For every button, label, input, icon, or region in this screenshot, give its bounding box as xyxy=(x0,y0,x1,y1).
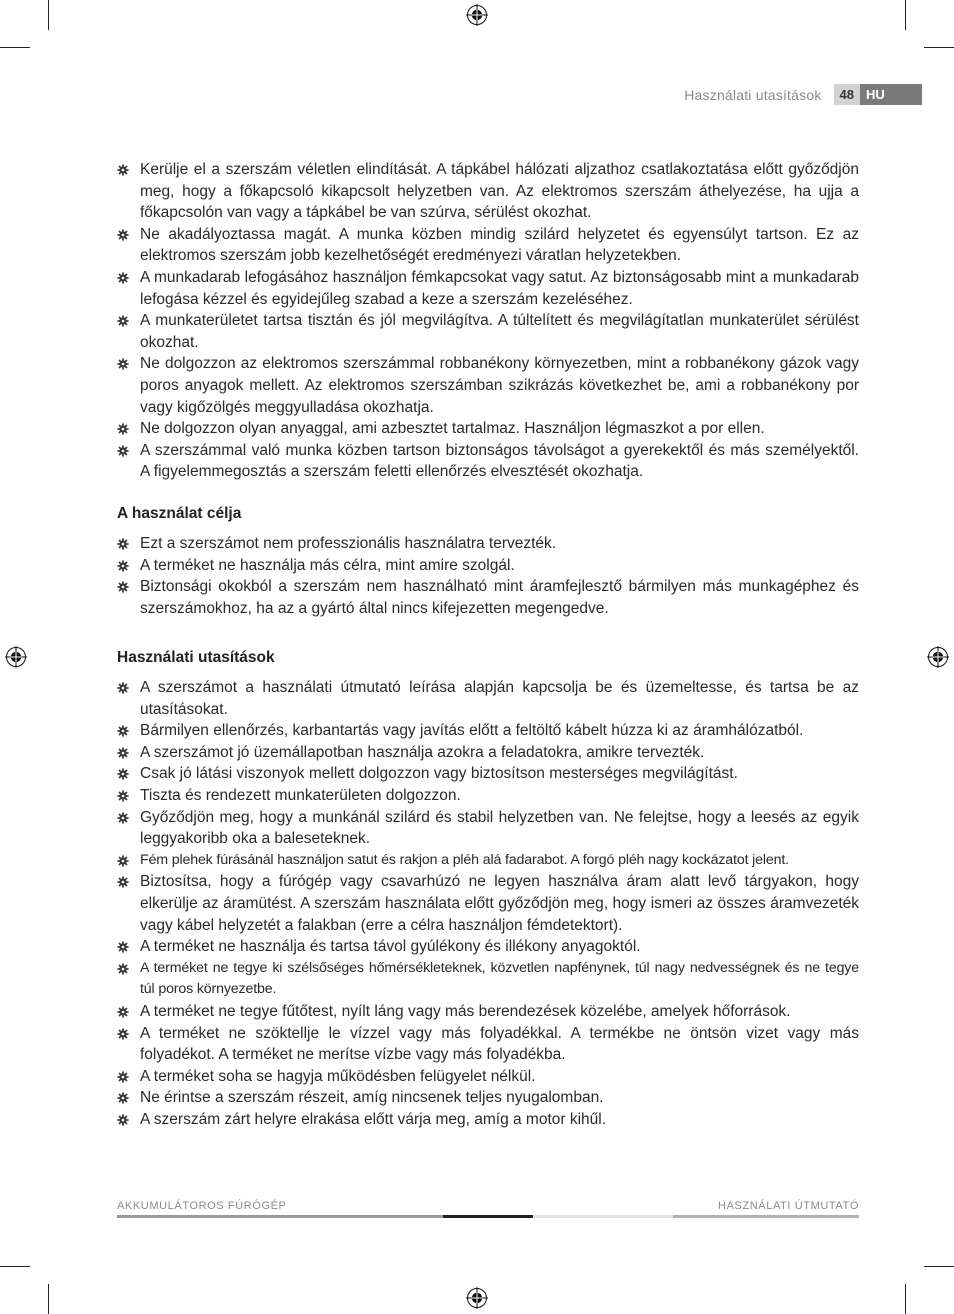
list-item xyxy=(117,677,859,720)
safety-section xyxy=(117,159,859,483)
purpose-heading: A használat célja xyxy=(117,505,242,522)
list-item-text: A terméket ne szöktellje le vízzel vagy más folyadékkal. A termékbe ne öntsön vizet vagy más folyadékot. A terméket ne merítse vízbe vagy más folyadékba. xyxy=(140,1024,859,1064)
list-item xyxy=(117,310,859,353)
list-item-text: Ne érintse a szerszám részeit, amíg nincsenek teljes nyugalomban. xyxy=(140,1089,604,1107)
list-item-text: A szerszámot a használati útmutató leírása alapján kapcsolja be és üzemeltesse, és tartsa be az utasításokat. xyxy=(140,679,859,718)
instructions-list xyxy=(117,677,859,1130)
list-item-text: Bármilyen ellenőrzés, karbantartás vagy javítás előtt a feltöltő kábelt húzza ki az áramhálózatból. xyxy=(140,722,804,740)
footer-rule xyxy=(117,1215,443,1218)
gear-bullet-icon xyxy=(117,941,129,953)
gear-bullet-icon xyxy=(117,1028,129,1040)
list-item xyxy=(117,353,859,418)
footer-rule xyxy=(533,1215,673,1218)
list-item xyxy=(117,1087,859,1109)
crop-mark xyxy=(924,47,954,48)
purpose-section xyxy=(117,505,859,619)
crop-mark xyxy=(905,1284,906,1314)
gear-bullet-icon xyxy=(117,560,129,572)
list-item-text: Ne dolgozzon az elektromos szerszámmal robbanékony környezetben, mint a robbanékony gázok vagy poros anyagok mellett. Az elektromos szerszámban szikrázás következhet be, ami a robbanékony por vagy kigőzölgés meggyulladása okozhatja. xyxy=(140,355,859,416)
crop-mark xyxy=(924,1266,954,1267)
list-item-text: Fém plehek fúrásánál használjon satut és rakjon a pléh alá fadarabot. A forgó pléh nagy kockázatot jelent. xyxy=(140,851,789,868)
list-item-text: A terméket ne tegye fűtőtest, nyílt láng vagy más berendezések közelébe, amelyek hőforrások. xyxy=(140,1002,791,1020)
list-item-text: Ne akadályoztassa magát. A munka közben mindig szilárd helyzetet és egyensúlyt tartson. Ez az elektromos szerszám jobb kezelhetőségét eredményezi váratlan helyzetekben. xyxy=(140,225,859,265)
list-item-text: A szerszámmal való munka közben tartson biztonságos távolságot a gyerekektől és más személyektől. A figyelemmegosztás a szerszám feletti ellenőrzés elvesztését okozhatja. xyxy=(140,441,859,481)
list-item xyxy=(117,785,859,807)
gear-bullet-icon xyxy=(117,1114,129,1126)
list-item-text: A terméket ne használja és tartsa távol gyúlékony és illékony anyagoktól. xyxy=(140,938,641,956)
list-item xyxy=(117,418,859,440)
list-item xyxy=(117,742,859,764)
header-section-title: Használati utasítások xyxy=(684,86,822,103)
purpose-list xyxy=(117,533,859,619)
page-header xyxy=(684,84,922,105)
list-item xyxy=(117,267,859,310)
list-item xyxy=(117,1001,859,1023)
list-item-text: Biztosítsa, hogy a fúrógép vagy csavarhúzó ne legyen használva áram alatt levő tárgyakon, hogy elkerülje az áramütést. A szerszám használata előtt győződjön meg, hogy ismeri az összes áramvezeték vagy kábel helyzetét a falakban (erre a célra használjon fémdetektort). xyxy=(140,873,859,934)
registration-mark-icon xyxy=(466,4,488,26)
list-item xyxy=(117,224,859,267)
list-item-text: A munkadarab lefogásához használjon fémkapcsokat vagy satut. Az biztonságosabb mint a munkadarab lefogása kézzel és egyidejűleg szabad a keze a szerszám kezeléséhez. xyxy=(140,268,859,308)
gear-bullet-icon xyxy=(117,164,129,176)
list-item xyxy=(117,763,859,785)
gear-bullet-icon xyxy=(117,768,129,780)
gear-bullet-icon xyxy=(117,229,129,241)
crop-mark xyxy=(48,1284,49,1314)
gear-bullet-icon xyxy=(117,855,129,867)
list-item xyxy=(117,576,859,619)
crop-mark xyxy=(905,0,906,30)
list-item xyxy=(117,807,859,850)
crop-mark xyxy=(0,1266,30,1267)
list-item-text: A terméket ne használja más célra, mint amire szolgál. xyxy=(140,556,515,574)
registration-mark-icon xyxy=(927,646,949,668)
instructions-heading: Használati utasítások xyxy=(117,649,275,666)
gear-bullet-icon xyxy=(117,445,129,457)
list-item xyxy=(117,555,859,577)
gear-bullet-icon xyxy=(117,538,129,550)
footer-manual-title: HASZNÁLATI ÚTMUTATÓ xyxy=(718,1200,859,1212)
gear-bullet-icon xyxy=(117,272,129,284)
list-item xyxy=(117,958,859,1001)
list-item-text: A munkaterületet tartsa tisztán és jól megvilágítva. A túltelített és megvilágítatlan munkaterület sérülést okozhat. xyxy=(140,312,859,351)
page-number: 48 xyxy=(834,84,860,105)
footer-rule xyxy=(673,1215,859,1218)
list-item xyxy=(117,720,859,742)
gear-bullet-icon xyxy=(117,1006,129,1018)
list-item-text: Győződjön meg, hogy a munkánál szilárd és stabil helyzetben van. Ne felejtse, hogy a leesés az egyik leggyakoribb oka a baleseteknek. xyxy=(140,808,859,848)
gear-bullet-icon xyxy=(117,315,129,327)
list-item xyxy=(117,159,859,224)
list-item-text: Ne dolgozzon olyan anyaggal, ami azbesztet tartalmaz. Használjon légmaszkot a por ellen. xyxy=(140,420,765,438)
gear-bullet-icon xyxy=(117,423,129,435)
footer-rule-accent xyxy=(443,1215,533,1218)
crop-mark xyxy=(0,47,30,48)
list-item xyxy=(117,1066,859,1088)
gear-bullet-icon xyxy=(117,725,129,737)
gear-bullet-icon xyxy=(117,876,129,888)
gear-bullet-icon xyxy=(117,747,129,759)
language-badge: HU xyxy=(860,84,922,105)
list-item-text: Biztonsági okokból a szerszám nem használható mint áramfejlesztő bármilyen más munkagéphez és szerszámokhoz, ha az a gyártó által nincs kifejezetten megengedve. xyxy=(140,578,859,617)
registration-mark-icon xyxy=(466,1287,488,1309)
list-item-text: Tiszta és rendezett munkaterületen dolgozzon. xyxy=(140,786,461,804)
list-item-text: Ezt a szerszámot nem professzionális használatra tervezték. xyxy=(140,535,557,552)
gear-bullet-icon xyxy=(117,963,129,975)
list-item-text: Csak jó látási viszonyok mellett dolgozzon vagy biztosítson mesterséges megvilágítást. xyxy=(140,765,738,783)
list-item xyxy=(117,1023,859,1066)
gear-bullet-icon xyxy=(117,358,129,370)
list-item-text: A szerszámot jó üzemállapotban használja azokra a feladatokra, amikre tervezték. xyxy=(140,743,705,761)
instructions-section xyxy=(117,649,859,1130)
list-item-text: A szerszám zárt helyre elrakása előtt várja meg, amíg a motor kihűl. xyxy=(140,1110,607,1128)
gear-bullet-icon xyxy=(117,1071,129,1083)
list-item xyxy=(117,871,859,936)
gear-bullet-icon xyxy=(117,682,129,694)
gear-bullet-icon xyxy=(117,1092,129,1104)
footer-product-name: AKKUMULÁTOROS FÚRÓGÉP xyxy=(117,1200,287,1212)
list-item xyxy=(117,850,859,872)
list-item xyxy=(117,533,859,555)
gear-bullet-icon xyxy=(117,812,129,824)
list-item-text: A terméket soha se hagyja működésben felügyelet nélkül. xyxy=(140,1067,536,1085)
list-item xyxy=(117,1109,859,1131)
list-item-text: A terméket ne tegye ki szélsőséges hőmérsékleteknek, közvetlen napfénynek, túl nagy nedvességnek és ne tegye túl poros környezetbe. xyxy=(140,959,859,998)
list-item-text: Kerülje el a szerszám véletlen elindítását. A tápkábel hálózati aljzathoz csatlakoztatása előtt győződjön meg, hogy a főkapcsoló kikapcsolt helyzetben van. Az elektromos szerszám áthelyezése, ha ujja a főkapcsolón van vagy a tápkábel be van szúrva, sérülést okozhat. xyxy=(140,161,859,222)
crop-mark xyxy=(48,0,49,30)
gear-bullet-icon xyxy=(117,581,129,593)
safety-list xyxy=(117,159,859,483)
list-item xyxy=(117,936,859,958)
registration-mark-icon xyxy=(5,646,27,668)
gear-bullet-icon xyxy=(117,790,129,802)
list-item xyxy=(117,440,859,483)
